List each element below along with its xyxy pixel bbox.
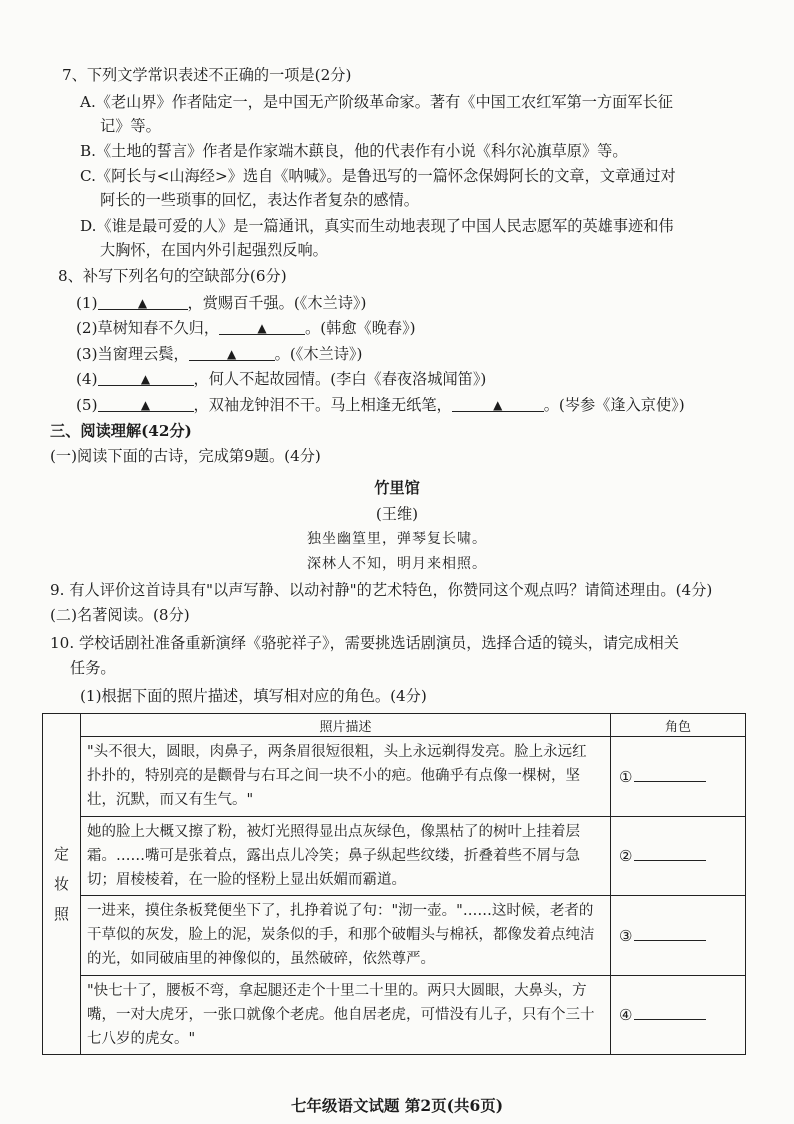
answer-blank[interactable]: ▲ [98,293,188,310]
role-cell[interactable]: ④ [611,975,746,1055]
answer-blank[interactable]: ▲ [189,344,275,361]
q7-option-b: B.《土地的誓言》作者是作家端木蕻良，他的代表作有小说《科尔沁旗草原》等。 [80,142,628,160]
poem-line-1: 独坐幽篁里，弹琴复长啸。 [307,531,487,547]
answer-blank[interactable]: ▲ [98,395,194,412]
role-answer-blank[interactable] [634,1005,706,1020]
q8-stem: 8、补写下列名句的空缺部分(6分) [58,267,287,285]
role-answer-blank[interactable] [634,846,706,861]
description-cell: 一进来，摸住条板凳便坐下了，扎挣着说了句："沏一壶。"……这时候，老者的 干草似的灰发，脸上的泥，炭条似的手，和那个破帽头与棉袄，都像发着点纯洁 的光，如同破庙里的神像似的，虽然破碎，依然尊严。 [81,896,611,976]
role-answer-blank[interactable] [634,767,706,782]
description-cell: "快七十了，腰板不弯，拿起腿还走个十里二十里的。两只大圆眼，大鼻头，方 嘴，一对大虎牙，一张口就像个老虎。他自居老虎，可惜没有儿子，只有个三十 七八岁的虎女。" [81,975,611,1055]
q7-option-d-cont: 大胸怀，在国内外引起强烈反响。 [100,241,328,259]
poem-title: 竹里馆 [374,479,420,497]
answer-blank[interactable]: ▲ [452,395,544,412]
q7-option-c: C.《阿长与<山海经>》选自《呐喊》。是鲁迅写的一篇怀念保姆阿长的文章，文章通过对 [80,167,676,185]
part-one-heading: (一)阅读下面的古诗，完成第9题。(4分) [50,447,321,465]
description-cell: "头不很大，圆眼，肉鼻子，两条眉很短很粗，头上永远剃得发亮。脸上永远红 扑扑的，特别亮的是颧骨与右耳之间一块不小的疤。他确乎有点像一棵树，坚 壮，沉默，而又有生气。" [81,737,611,817]
q10-stem-cont: 任务。 [70,659,116,677]
q10-sub-1: (1)根据下面的照片描述，填写相对应的角色。(4分) [80,687,427,705]
page-footer: 七年级语文试题 第2页(共6页) [290,1096,504,1115]
q8-line-5: (5) ▲ ，双袖龙钟泪不干。马上相逢无纸笔， ▲ 。(岑参《逢入京使》) [76,396,685,414]
q7-option-a-cont: 记》等。 [100,117,161,135]
answer-blank[interactable]: ▲ [219,318,305,335]
q8-line-3: (3)当窗理云鬓， ▲ 。(《木兰诗》) [76,345,363,363]
role-cell[interactable]: ③ [611,896,746,976]
table-row [43,975,746,1055]
poem-author: (王维) [375,505,419,523]
q10-stem: 10. 学校话剧社准备重新演绎《骆驼祥子》，需要挑选话剧演员，选择合适的镜头，请完成相关 [50,634,679,652]
role-cell[interactable]: ① [611,737,746,817]
answer-blank[interactable]: ▲ [98,369,194,386]
header-role: 角色 [611,714,746,737]
table-row [43,737,746,817]
q7-stem: 7、下列文学常识表述不正确的一项是(2分) [62,66,352,84]
part-two-heading: (二)名著阅读。(8分) [50,606,190,624]
section-heading: 三、阅读理解(42分) [50,422,192,440]
q8-line-4: (4) ▲ ，何人不起故园情。(李白《春夜洛城闻笛》) [76,370,487,388]
header-description: 照片描述 [81,714,611,737]
table-row [43,816,746,896]
description-cell: 她的脸上大概又擦了粉，被灯光照得显出点灰绿色，像黑枯了的树叶上挂着层 霜。……嘴可是张着点，露出点儿冷笑；鼻子纵起些纹缕，折叠着些不屑与急 切；眉棱棱着，在一脸的怪粉上显出妖媚而霸道。 [81,816,611,896]
q8-line-2: (2)草树知春不久归， ▲ 。(韩愈《晚春》) [76,319,416,337]
q7-option-a: A.《老山界》作者陆定一，是中国无产阶级革命家。著有《中国工农红军第一方面军长征 [80,93,673,111]
table-header-row [43,714,746,737]
role-answer-blank[interactable] [634,926,706,941]
q7-option-d: D.《谁是最可爱的人》是一篇通讯，真实而生动地表现了中国人民志愿军的英雄事迹和伟 [80,217,674,235]
side-label: 定 妆 照 [43,714,81,1055]
role-cell[interactable]: ② [611,816,746,896]
q7-option-c-cont: 阿长的一些琐事的回忆，表达作者复杂的感情。 [100,191,419,209]
makeup-photo-table [42,713,746,1055]
q8-line-1: (1) ▲ ，赏赐百千强。(《木兰诗》) [76,294,367,312]
table-row [43,896,746,976]
poem-line-2: 深林人不知，明月来相照。 [307,556,487,572]
q9-stem: 9. 有人评价这首诗具有"以声写静、以动衬静"的艺术特色，你赞同这个观点吗？请简述理由。(4分) [50,581,713,599]
